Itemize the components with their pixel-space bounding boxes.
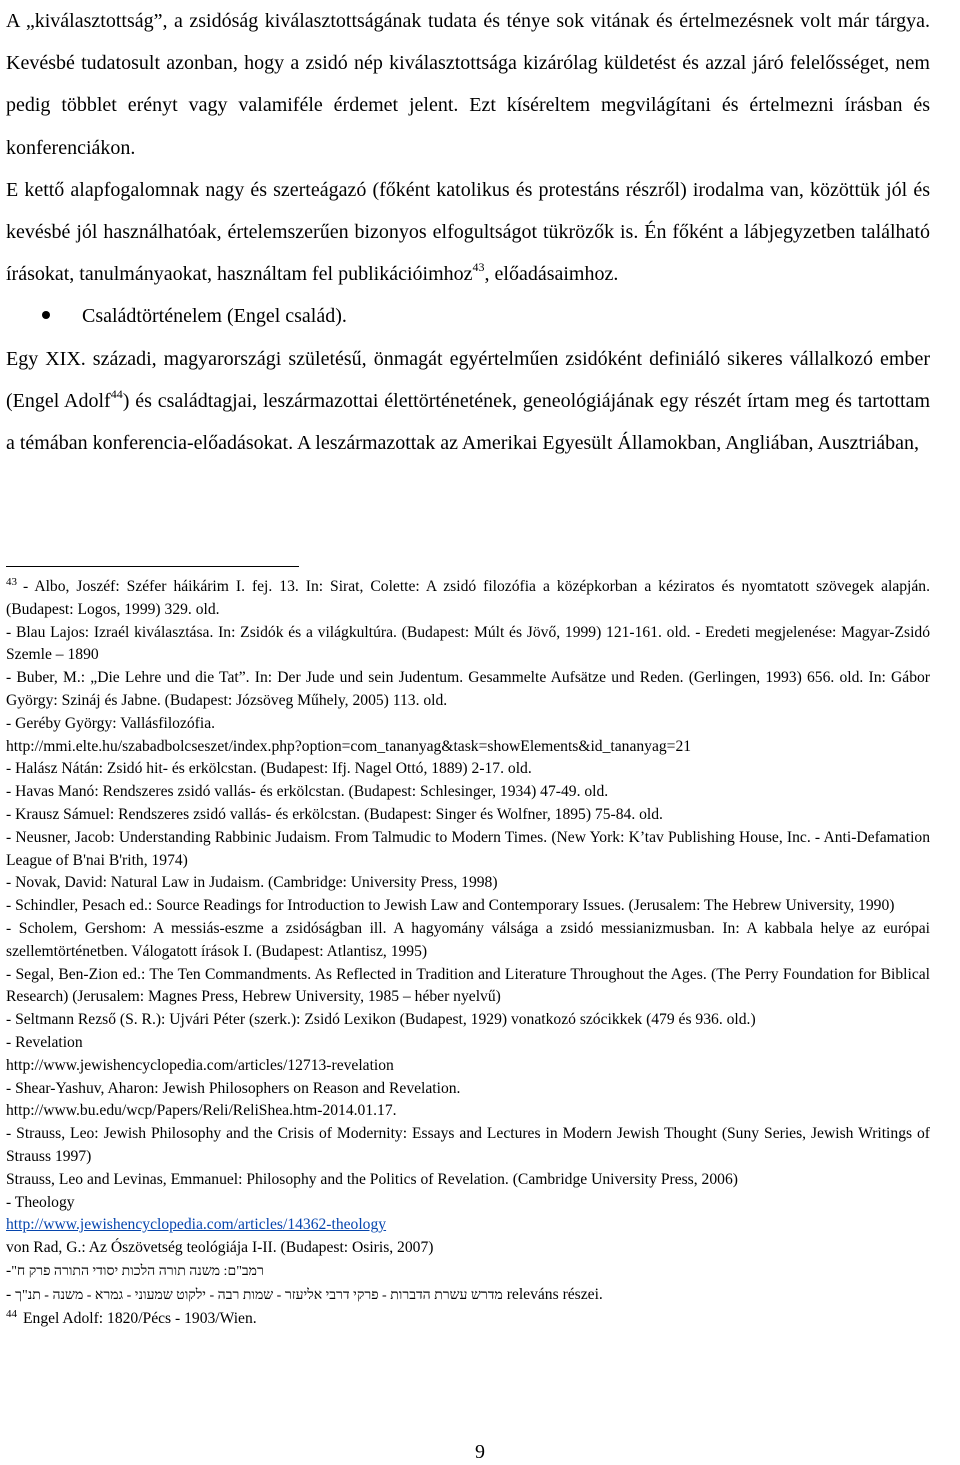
footnote-line: - Theology: [6, 1193, 75, 1211]
footnote-43: $^{43}$ - Albo, Joszéf: Széfer háikárim I. fej. 13. In: Sirat, Colette: A zsidó filozófia a középkorban a kéziratos és nyomtatott szövegek alapján. (Budapest: Logos, 1999) 329. old.: [6, 576, 930, 618]
bullet-icon: [42, 311, 50, 319]
footnote-line: von Rad, G.: Az Ószövetség teológiája I-II. (Budapest: Osiris, 2007): [6, 1239, 434, 1257]
footnote-ref-44[interactable]: 44: [110, 386, 123, 401]
footnote-number: 43: [6, 576, 17, 588]
footnote-line: - Krausz Sámuel: Rendszeres zsidó vallás- és erkölcstan. (Budapest: Singer és Wolfner, 1895) 75-84. old.: [6, 805, 663, 823]
footnote-url: http://mmi.elte.hu/szabadbolcseszet/index.php?option=com_tananyag&task=showElements&id_tananyag=21: [6, 737, 692, 755]
paragraph-engel: Egy XIX. századi, magyarországi születésű, önmagát egyértelműen zsidóként definiáló sikeres vállalkozó ember (Engel Adolf$^{44}$) és családtagjai, leszármazottai élettörténetének, geneológiájának egy részét írtam meg és tartottam a témában konferencia-előadásokat. A leszármazottak az Amerikai Egyesült Államokban, Angliában, Ausztriában,: [6, 347, 930, 455]
footnote-line: - Halász Nátán: Zsidó hit- és erkölcstan. (Budapest: Ifj. Nagel Ottó, 1889) 2-17. old.: [6, 760, 532, 778]
footnote-line: - Geréby György: Vallásfilozófia.: [6, 714, 216, 732]
paragraph-chosenness: A „kiválasztottság”, a zsidóság kiválasztottságának tudata és ténye sok vitának és értelmezésnek volt már tárgya. Kevésbé tudatosult azonban, hogy a zsidó nép kiválasztottsága kizárólag küldetést és azzal járó felelősséget, nem pedig többlet erényt vagy valamiféle érdemet jelent. Ezt kíséreltem megvilágítani és értelmezni írásban és konferenciákon.: [6, 10, 930, 159]
footnote-line: - Scholem, Gershom: A messiás-eszme a zsidóságban ill. A hagyomány válsága a zsidó messianizmusban. In: A kabbala helye az európai szellemtörténetben. Válogatott írások I. (Budapest: Atlantisz, 1995): [6, 919, 930, 960]
footnote-44: $^{44}$ Engel Adolf: 1820/Pécs - 1903/Wien.: [6, 1307, 257, 1327]
footnote-line: - Shear-Yashuv, Aharon: Jewish Philosophers on Reason and Revelation.: [6, 1079, 461, 1097]
footnote-line: - Novak, David: Natural Law in Judaism. (Cambridge: University Press, 1998): [6, 874, 498, 892]
footnote-midrash: - מדרש עשרת הדברות - פרקי דרבי אליעזר - שמות רבה - ילקוט שמעוני - גמרא - משנה - תנ"ך releváns részei.: [6, 1285, 603, 1303]
footnote-number: 44: [6, 1307, 17, 1320]
paragraph-literature: E kettő alapfogalomnak nagy és szerteágazó (főként katolikus és protestáns részről) irodalma van, közöttük jól és kevésbé jól használhatóak, értelemszerűen bizonyos elfogultságot tükrözők is. Én főként a lábjegyzetben található írásokat, tanulmányaokat, használtam fel publikációimhoz$^{43}$, előadásaimhoz.: [6, 178, 930, 286]
footnote-line: - Seltmann Rezső (S. R.): Ujvári Péter (szerk.): Zsidó Lexikon (Budapest, 1929) vonatkozó szócikkek (479 és 936. old.): [6, 1011, 756, 1029]
footnote-line: - Segal, Ben-Zion ed.: The Ten Commandments. As Reflected in Tradition and Literature Throughout the Ages. (The Perry Foundation for Biblical Research) (Jerusalem: Magnes Press, Hebrew University, 1985 – héber nyelvű): [6, 965, 930, 1006]
footnote-line: - Buber, M.: „Die Lehre und die Tat”. In: Der Jude und sein Judentum. Gesammelte Aufsätze und Reden. (Gerlingen, 1993) 656. old. In: Gábor György: Szináj és Jabne. (Budapest: Józsöveg Műhely, 2005) 113. old.: [6, 669, 930, 709]
footnote-ref-43[interactable]: 43: [472, 260, 485, 275]
footnote-url: http://www.jewishencyclopedia.com/articles/12713-revelation: [6, 1056, 394, 1074]
footnote-line: - Blau Lajos: Izraél kiválasztása. In: Zsidók és a világkultúra. (Budapest: Múlt és Jövő, 1999) 121-161. old. - Eredeti megjelenése: Magyar-Zsidó Szemle – 1890: [6, 623, 930, 664]
hebrew-text: רמב"ם: משנה תורה הלכות יסודי התורה פרק ח": [11, 1263, 264, 1279]
footnote-rambam: -רמב"ם: משנה תורה הלכות יסודי התורה פרק ח": [6, 1261, 264, 1279]
theology-link[interactable]: http://www.jewishencyclopedia.com/articles/14362-theology: [6, 1216, 387, 1234]
bullet-item-family-history: Családtörténelem (Engel család).: [6, 295, 930, 337]
footnote-url: http://www.bu.edu/wcp/Papers/Reli/ReliShea.htm-2014.01.17.: [6, 1102, 397, 1120]
footnote-separator: [6, 566, 299, 567]
footnote-line: - Schindler, Pesach ed.: Source Readings for Introduction to Jewish Law and Contemporary Issues. (Jerusalem: The Hebrew University, 1990): [6, 897, 895, 915]
footnote-line: - Revelation: [6, 1033, 83, 1051]
footnote-line: - Neusner, Jacob: Understanding Rabbinic Judaism. From Talmudic to Modern Times. (New York: K’tav Publishing House, Inc. - Anti-Defamation League of B'nai B'rith, 1974): [6, 828, 930, 869]
footnote-line: - Strauss, Leo: Jewish Philosophy and the Crisis of Modernity: Essays and Lectures in Modern Jewish Thought (Suny Series, Jewish Writings of Strauss 1997): [6, 1125, 930, 1165]
footnote-line: Strauss, Leo and Levinas, Emmanuel: Philosophy and the Politics of Revelation. (Cambridge University Press, 2006): [6, 1170, 738, 1188]
footnote-line: - Havas Manó: Rendszeres zsidó vallás- és erkölcstan. (Budapest: Schlesinger, 1934) 47-49. old.: [6, 783, 609, 801]
body-text: [6, 0, 930, 464]
footnote-link-line: [6, 1214, 930, 1237]
page-number: 9: [475, 1441, 485, 1463]
hebrew-text: מדרש עשרת הדברות - פרקי דרבי אליעזר - שמות רבה - ילקוט שמעוני - גמרא - משנה - תנ"ך: [15, 1287, 503, 1303]
footnotes: [6, 576, 930, 1330]
